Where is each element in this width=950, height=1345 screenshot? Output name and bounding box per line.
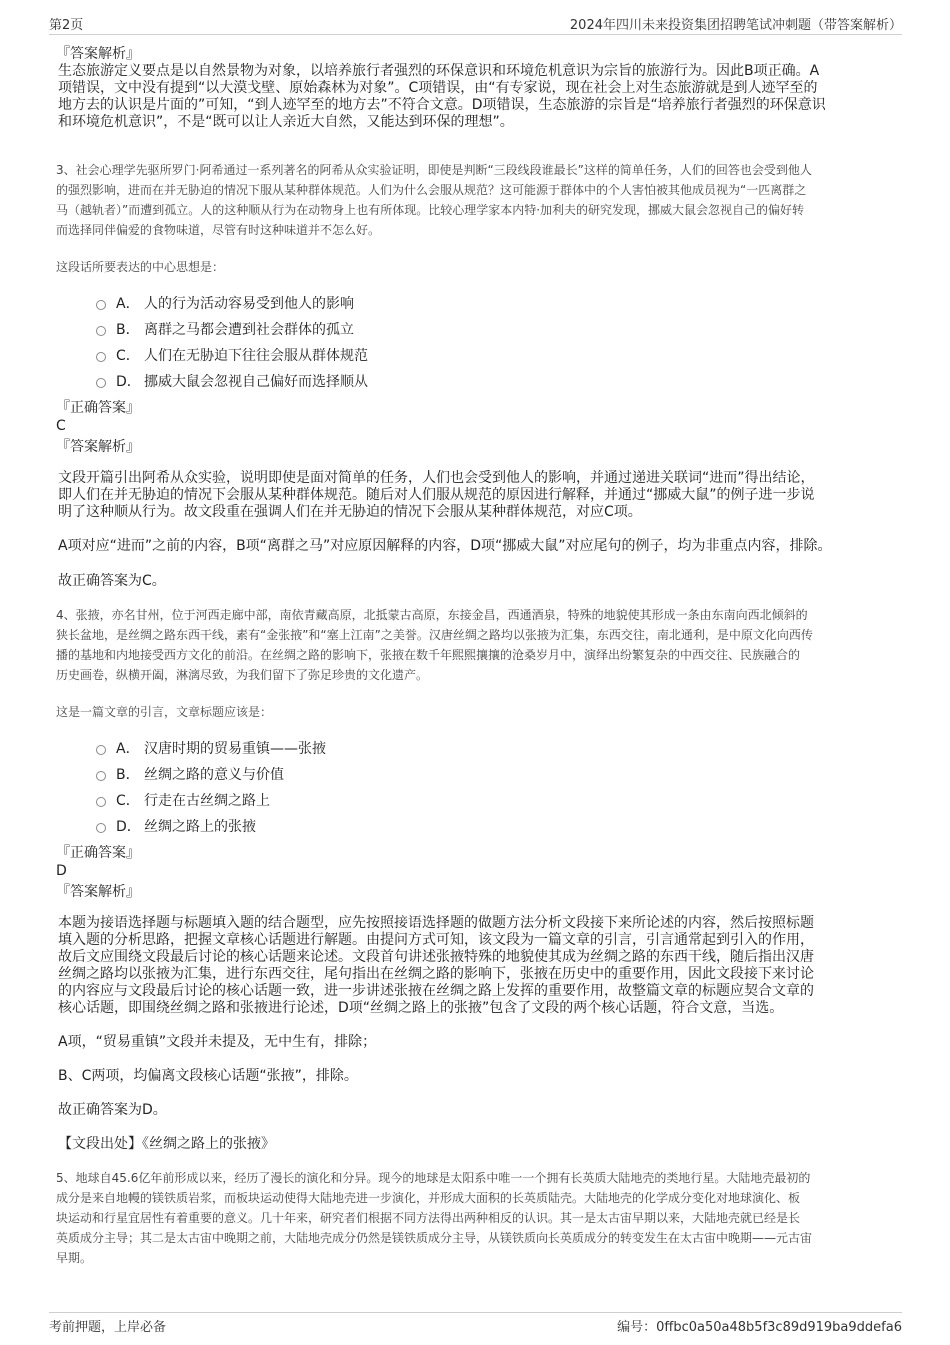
question-text-line: 早期。 bbox=[56, 1251, 93, 1265]
option-letter: D． bbox=[116, 374, 141, 390]
question-text-line: 3、社会心理学先驱所罗门·阿希通过一系列著名的阿希从众实验证明，即使是判断“三段线段谁最长”这样的简单任务，人们的回答也会受到他人 bbox=[56, 163, 812, 177]
explanation-line: 填入题的分析思路，把握文章核心话题进行解题。由提问方式可知，该文段为一篇文章的引言，引言通常起到引入的作用， bbox=[58, 932, 814, 948]
option-letter: A． bbox=[116, 741, 140, 757]
question-text-line: 块运动和行星宜居性有着重要的意义。几十年来，研究者们根据不同方法得出两种相反的认识。其一是太古宙早期以来，大陆地壳就已经是长 bbox=[56, 1211, 801, 1225]
option-text: 丝绸之路的意义与价值 bbox=[144, 767, 284, 783]
option-a[interactable] bbox=[96, 290, 902, 316]
question-text-line: 英质成分主导；其二是太古宙中晚期之前，大陆地壳成分仍然是镁铁质成分主导，从镁铁质向长英质成分的转变发生在太古宙中晚期——元古宙 bbox=[56, 1231, 813, 1245]
question-text-line: 4、张掖，亦名甘州，位于河西走廊中部，南依青藏高原，北抵蒙古高原，东接金昌，西通酒泉，特殊的地貌使其形成一条由东南向西北倾斜的 bbox=[56, 608, 808, 622]
document-title: 2024年四川未来投资集团招聘笔试冲刺题（带答案解析） bbox=[569, 18, 902, 33]
question-text-line: 的强烈影响，进而在并无胁迫的情况下服从某种群体规范。人们为什么会服从规范？这可能源于群体中的个人害怕被其他成员视为“一匹离群之 bbox=[56, 183, 807, 197]
explanation-paragraph: A项，“贸易重镇”文段并未提及，无中生有，排除； bbox=[58, 1034, 377, 1050]
explanation-line: 核心话题，即围绕丝绸之路和张掖进行论述，D项“丝绸之路上的张掖”包含了文段的两个核心话题，符合文意，当选。 bbox=[58, 1000, 784, 1016]
explanation-conclusion: 故正确答案为C。 bbox=[58, 573, 166, 589]
footer-slogan: 考前押题，上岸必备 bbox=[49, 1320, 167, 1335]
options-list bbox=[56, 735, 902, 839]
question-4 bbox=[56, 605, 902, 1153]
option-c[interactable] bbox=[96, 342, 902, 368]
explanation-line: 故后文应围绕文段最后讨论的核心话题来论述。文段首句讲述张掖特殊的地貌使其成为丝绸之路的东西干线，随后指出汉唐 bbox=[58, 949, 814, 965]
question-text-line: 历史画卷，纵横开阖，淋漓尽致，为我们留下了弥足珍贵的文化遗产。 bbox=[56, 668, 429, 682]
explanation-paragraph bbox=[56, 915, 902, 1017]
explanation-line: 和环境危机意识”，不是“既可以让人亲近大自然，又能达到环保的理想”。 bbox=[58, 114, 514, 130]
explanation-conclusion: 故正确答案为D。 bbox=[58, 1102, 167, 1118]
option-b[interactable] bbox=[96, 761, 902, 787]
radio-button[interactable] bbox=[96, 300, 106, 310]
question-5 bbox=[56, 1168, 902, 1268]
radio-button[interactable] bbox=[96, 352, 106, 362]
option-text: 人们在无胁迫下往往会服从群体规范 bbox=[144, 348, 368, 364]
radio-button[interactable] bbox=[96, 745, 106, 755]
page-header bbox=[49, 12, 902, 35]
option-letter: D． bbox=[116, 819, 141, 835]
correct-answer: C bbox=[56, 418, 66, 434]
explanation-line: 明了这种顺从行为。故文段重在强调人们在并无胁迫的情况下会服从某种群体规范，对应C项。 bbox=[58, 504, 642, 520]
question-text-line: 播的基地和内地接受西方文化的前沿。在丝绸之路的影响下，张掖在数千年熙熙攘攘的沧桑岁月中，演绎出纷繁复杂的中西交往、民族融合的 bbox=[56, 648, 801, 662]
q2-explanation bbox=[56, 46, 902, 131]
question-text-line: 5、地球自45.6亿年前形成以来，经历了漫长的演化和分异。现今的地球是太阳系中唯一一个拥有长英质大陆地壳的类地行星。大陆地壳最初的 bbox=[56, 1171, 811, 1185]
question-text-line: 成分是来自地幔的镁铁质岩浆，而板块运动使得大陆地壳进一步演化，并形成大面积的长英质陆壳。大陆地壳的化学成分变化对地球演化、板 bbox=[56, 1191, 801, 1205]
option-text: 离群之马都会遭到社会群体的孤立 bbox=[144, 322, 354, 338]
option-a[interactable] bbox=[96, 735, 902, 761]
question-text-line: 而选择同伴偏爱的食物味道，尽管有时这种味道并不怎么好。 bbox=[56, 223, 381, 237]
explanation-line: 即人们在并无胁迫的情况下会服从某种群体规范。随后对人们服从规范的原因进行解释，并通过“挪威大鼠”的例子进一步说 bbox=[58, 487, 815, 503]
radio-button[interactable] bbox=[96, 797, 106, 807]
page-footer bbox=[49, 1312, 902, 1333]
explanation-label: 『答案解析』 bbox=[56, 46, 140, 62]
explanation-line: 文段开篇引出阿希从众实验，说明即使是面对简单的任务，人们也会受到他人的影响，并通过递进关联词“进而”得出结论， bbox=[58, 470, 815, 486]
explanation-line: 的内容应与文段最后讨论的核心话题一致，进一步讲述张掖在丝绸之路上发挥的重要作用，故整篇文章的标题应契合文章的 bbox=[58, 983, 814, 999]
option-d[interactable] bbox=[96, 368, 902, 394]
question-prompt: 这段话所要表达的中心思想是： bbox=[56, 260, 225, 274]
option-letter: A． bbox=[116, 296, 140, 312]
option-b[interactable] bbox=[96, 316, 902, 342]
explanation-line: 项错误，文中没有提到“以大漠戈壁、原始森林为对象”。C项错误，由“有专家说，现在社会上对生态旅游就是到人迹罕至的 bbox=[58, 80, 818, 96]
option-letter: B． bbox=[116, 767, 140, 783]
option-letter: B． bbox=[116, 322, 140, 338]
option-text: 挪威大鼠会忽视自己偏好而选择顺从 bbox=[144, 374, 368, 390]
explanation-paragraph bbox=[56, 470, 902, 521]
explanation-line: 地方去的认识是片面的”可知，“到人迹罕至的地方去”不符合文意。D项错误，生态旅游的宗旨是“培养旅行者强烈的环保意识 bbox=[58, 97, 826, 113]
source-citation: 【文段出处】《丝绸之路上的张掖》 bbox=[58, 1136, 275, 1152]
document-id: 编号：0ffbc0a50a48b5f3c89d919ba9ddefa6 bbox=[617, 1320, 902, 1335]
explanation-line: 本题为接语选择题与标题填入题的结合题型，应先按照接语选择题的做题方法分析文段接下来所论述的内容，然后按照标题 bbox=[58, 915, 814, 931]
option-letter: C． bbox=[116, 348, 140, 364]
explanation-paragraph: A项对应“进而”之前的内容，B项“离群之马”对应原因解释的内容，D项“挪威大鼠”对应尾句的例子，均为非重点内容，排除。 bbox=[58, 538, 832, 554]
question-text-line: 马（越轨者）”而遭到孤立。人的这种顺从行为在动物身上也有所体现。比较心理学家本内特·加利夫的研究发现，挪威大鼠会忽视自己的偏好转 bbox=[56, 203, 805, 217]
answer-label: 『正确答案』 bbox=[56, 845, 140, 861]
radio-button[interactable] bbox=[96, 326, 106, 336]
options-list bbox=[56, 290, 902, 394]
explanation-label: 『答案解析』 bbox=[56, 439, 140, 455]
page-number: 第2页 bbox=[49, 18, 84, 33]
page-content bbox=[56, 46, 902, 1268]
option-text: 汉唐时期的贸易重镇——张掖 bbox=[144, 741, 326, 757]
question-prompt: 这是一篇文章的引言，文章标题应该是： bbox=[56, 705, 273, 719]
option-text: 人的行为活动容易受到他人的影响 bbox=[144, 296, 354, 312]
radio-button[interactable] bbox=[96, 823, 106, 833]
option-letter: C． bbox=[116, 793, 140, 809]
explanation-label: 『答案解析』 bbox=[56, 884, 140, 900]
radio-button[interactable] bbox=[96, 771, 106, 781]
correct-answer: D bbox=[56, 863, 67, 879]
option-d[interactable] bbox=[96, 813, 902, 839]
question-text-line: 狭长盆地，是丝绸之路东西干线，素有“金张掖”和“塞上江南”之美誉。汉唐丝绸之路均以张掖为汇集，东西交往，南北通利，是中原文化向西传 bbox=[56, 628, 813, 642]
option-text: 丝绸之路上的张掖 bbox=[144, 819, 256, 835]
explanation-line: 丝绸之路均以张掖为汇集，进行东西交往，尾句指出在丝绸之路的影响下，张掖在历史中的重要作用，因此文段接下来讨论 bbox=[58, 966, 814, 982]
option-c[interactable] bbox=[96, 787, 902, 813]
answer-label: 『正确答案』 bbox=[56, 400, 140, 416]
explanation-paragraph: B、C两项，均偏离文段核心话题“张掖”，排除。 bbox=[58, 1068, 358, 1084]
radio-button[interactable] bbox=[96, 378, 106, 388]
question-3 bbox=[56, 160, 902, 590]
explanation-line: 生态旅游定义要点是以自然景物为对象，以培养旅行者强烈的环保意识和环境危机意识为宗旨的旅游行为。因此B项正确。A bbox=[58, 63, 820, 79]
option-text: 行走在古丝绸之路上 bbox=[144, 793, 270, 809]
